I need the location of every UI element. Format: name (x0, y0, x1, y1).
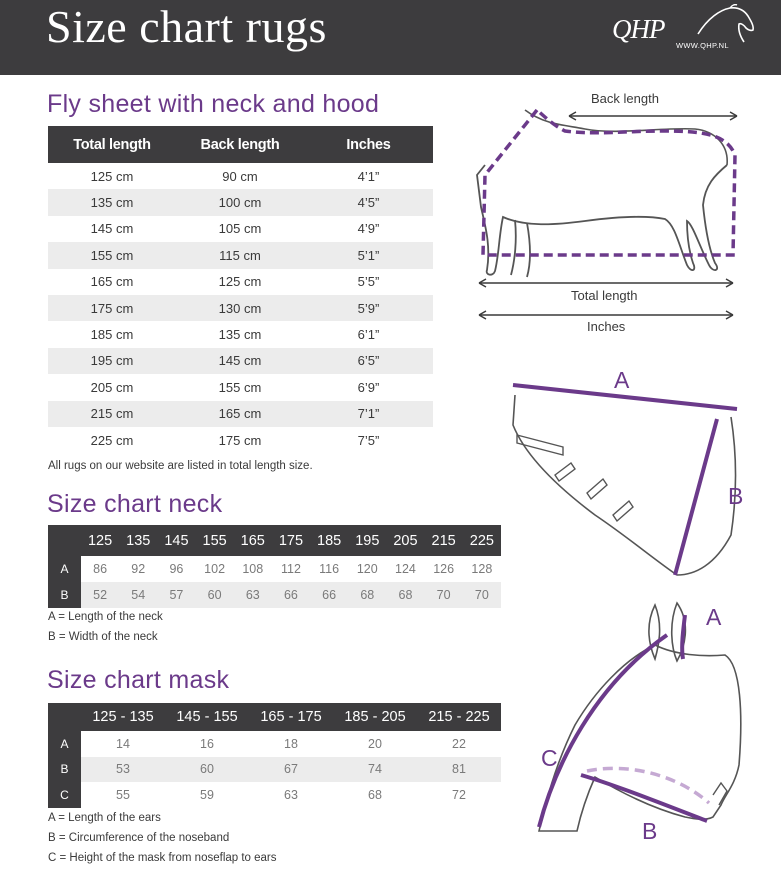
table-cell: 124 (395, 562, 416, 576)
table-cell: 116 (319, 562, 340, 576)
size-header: 125 - 135 (81, 703, 165, 731)
table-cell: 55 (116, 787, 130, 802)
table-cell: 72 (452, 787, 466, 802)
table-cell: 60 (165, 757, 249, 783)
fly-sheet-note: All rugs on our website are listed in total length size. (48, 460, 313, 472)
table-cell: 100 cm (176, 189, 304, 215)
column-header: Back length (176, 126, 304, 163)
table-row (48, 295, 433, 321)
neck-legend-a: A = Length of the neck (48, 611, 163, 623)
table-cell: 105 cm (218, 221, 262, 237)
table-cell: 120 (356, 562, 378, 576)
table-cell: 125 cm (218, 274, 262, 290)
table-cell: 22 (452, 736, 466, 751)
table-cell: 175 cm (48, 295, 176, 321)
table-cell: 155 cm (218, 379, 262, 395)
table-cell: 96 (169, 562, 184, 576)
table-cell: 4’9” (357, 221, 380, 237)
table-cell: 68 (368, 787, 382, 802)
table-cell: 18 (284, 736, 298, 751)
neck-legend-b: B = Width of the neck (48, 631, 158, 643)
inches-label: Inches (587, 319, 626, 334)
mask-diagram-label-b: B (642, 818, 658, 844)
table-row (48, 374, 433, 400)
row-label: B (48, 582, 81, 608)
table-cell: 125 cm (90, 168, 134, 184)
mask-diagram-label-a: A (706, 604, 722, 630)
table-cell: 81 (417, 757, 501, 783)
table-cell: 54 (119, 582, 157, 608)
size-header: 225 (463, 525, 501, 556)
mask-legend-b: B = Circumference of the noseband (48, 832, 230, 844)
table-cell: 5’5” (357, 274, 380, 290)
table-cell: 126 (433, 562, 455, 576)
size-header: 185 - 205 (333, 703, 417, 731)
table-cell: 145 cm (176, 348, 304, 374)
size-header: 215 (425, 525, 463, 556)
table-cell: 175 cm (218, 432, 262, 448)
table-row (48, 401, 433, 427)
table-cell: 68 (386, 582, 424, 608)
table-cell: 68 (348, 582, 386, 608)
table-cell: 145 cm (90, 221, 134, 237)
table-cell: 7’1” (304, 401, 433, 427)
table-cell: 74 (333, 757, 417, 783)
table-cell: 16 (200, 736, 214, 751)
table-cell: 135 cm (218, 327, 262, 343)
table-cell: 7’5” (357, 432, 380, 448)
size-header: 205 (386, 525, 424, 556)
table-row (48, 556, 501, 582)
logo-text: QHP (612, 14, 665, 44)
table-cell: 59 (200, 787, 214, 802)
table-row (48, 427, 433, 453)
horse-head-logo-icon (694, 4, 756, 46)
table-row (48, 269, 433, 295)
table-cell: 5’9” (304, 295, 433, 321)
neck-diagram-label-b: B (728, 483, 744, 509)
size-header: 145 - 155 (165, 703, 249, 731)
table-row (48, 731, 501, 757)
fly-sheet-title: Fly sheet with neck and hood (47, 90, 380, 118)
table-cell: 128 (471, 562, 493, 576)
table-row (48, 242, 433, 268)
table-cell: 102 (204, 562, 226, 576)
table-corner (48, 525, 81, 556)
total-length-label: Total length (571, 288, 638, 303)
table-cell: 5’1” (304, 242, 433, 268)
website-url: WWW.QHP.NL (676, 41, 729, 50)
table-cell: 63 (234, 582, 272, 608)
table-cell: 60 (196, 582, 234, 608)
table-cell: 90 cm (222, 168, 258, 184)
table-cell: 195 cm (48, 348, 176, 374)
table-cell: 70 (463, 582, 501, 608)
mask-title: Size chart mask (47, 666, 230, 694)
table-cell: 67 (249, 757, 333, 783)
table-cell: 92 (131, 562, 146, 576)
table-cell: 135 cm (48, 189, 176, 215)
table-cell: 53 (81, 757, 165, 783)
size-header: 165 - 175 (249, 703, 333, 731)
size-header: 145 (157, 525, 195, 556)
table-row (48, 582, 501, 608)
table-cell: 66 (272, 582, 310, 608)
size-header: 175 (272, 525, 310, 556)
table-cell: 205 cm (90, 379, 134, 395)
column-header: Inches (304, 126, 433, 163)
page-title: Size chart rugs (46, 1, 327, 52)
mask-legend-a: A = Length of the ears (48, 812, 161, 824)
neck-table (48, 525, 501, 608)
table-cell: 52 (81, 582, 119, 608)
neck-diagram-label-a: A (614, 367, 630, 393)
mask-table (48, 703, 501, 808)
back-length-label: Back length (591, 91, 659, 106)
table-cell: 165 cm (90, 274, 134, 290)
table-row (48, 782, 501, 808)
table-header-row (48, 126, 433, 163)
table-cell: 155 cm (48, 242, 176, 268)
size-header: 125 (81, 525, 119, 556)
row-label: B (48, 757, 81, 783)
table-row (48, 163, 433, 189)
row-label: A (48, 731, 81, 757)
size-header: 155 (196, 525, 234, 556)
table-corner (48, 703, 81, 731)
table-cell: 4’5” (304, 189, 433, 215)
mask-diagram-label-c: C (541, 745, 558, 771)
header-bar (0, 0, 781, 75)
table-header-row (48, 525, 501, 556)
table-cell: 4’1” (357, 168, 380, 184)
table-cell: 185 cm (90, 327, 134, 343)
table-row (48, 348, 433, 374)
neck-cover-diagram (505, 375, 765, 585)
table-cell: 112 (280, 562, 301, 576)
table-row (48, 757, 501, 783)
table-cell: 70 (425, 582, 463, 608)
table-cell: 165 cm (176, 401, 304, 427)
table-cell: 57 (157, 582, 195, 608)
table-cell: 108 (242, 562, 264, 576)
table-cell: 130 cm (176, 295, 304, 321)
fly-mask-diagram (535, 595, 750, 845)
table-cell: 225 cm (90, 432, 134, 448)
fly-sheet-table (48, 126, 433, 453)
neck-title: Size chart neck (47, 490, 223, 518)
size-header: 185 (310, 525, 348, 556)
column-header: Total length (48, 126, 176, 163)
size-header: 135 (119, 525, 157, 556)
table-row (48, 216, 433, 242)
table-cell: 115 cm (176, 242, 304, 268)
table-cell: 20 (368, 736, 382, 751)
table-cell: 63 (284, 787, 298, 802)
qhp-logo (606, 4, 756, 64)
table-cell: 215 cm (48, 401, 176, 427)
row-label: A (48, 556, 81, 582)
size-header: 215 - 225 (417, 703, 501, 731)
table-cell: 66 (310, 582, 348, 608)
table-cell: 86 (93, 562, 108, 576)
table-cell: 6’5” (304, 348, 433, 374)
mask-legend-c: C = Height of the mask from noseflap to ears (48, 852, 277, 864)
table-row (48, 189, 433, 215)
table-header-row (48, 703, 501, 731)
table-row (48, 321, 433, 347)
row-label: C (48, 782, 81, 808)
size-header: 195 (348, 525, 386, 556)
size-header: 165 (234, 525, 272, 556)
table-cell: 14 (116, 736, 130, 751)
table-cell: 6’9” (357, 379, 380, 395)
table-cell: 6’1” (357, 327, 380, 343)
